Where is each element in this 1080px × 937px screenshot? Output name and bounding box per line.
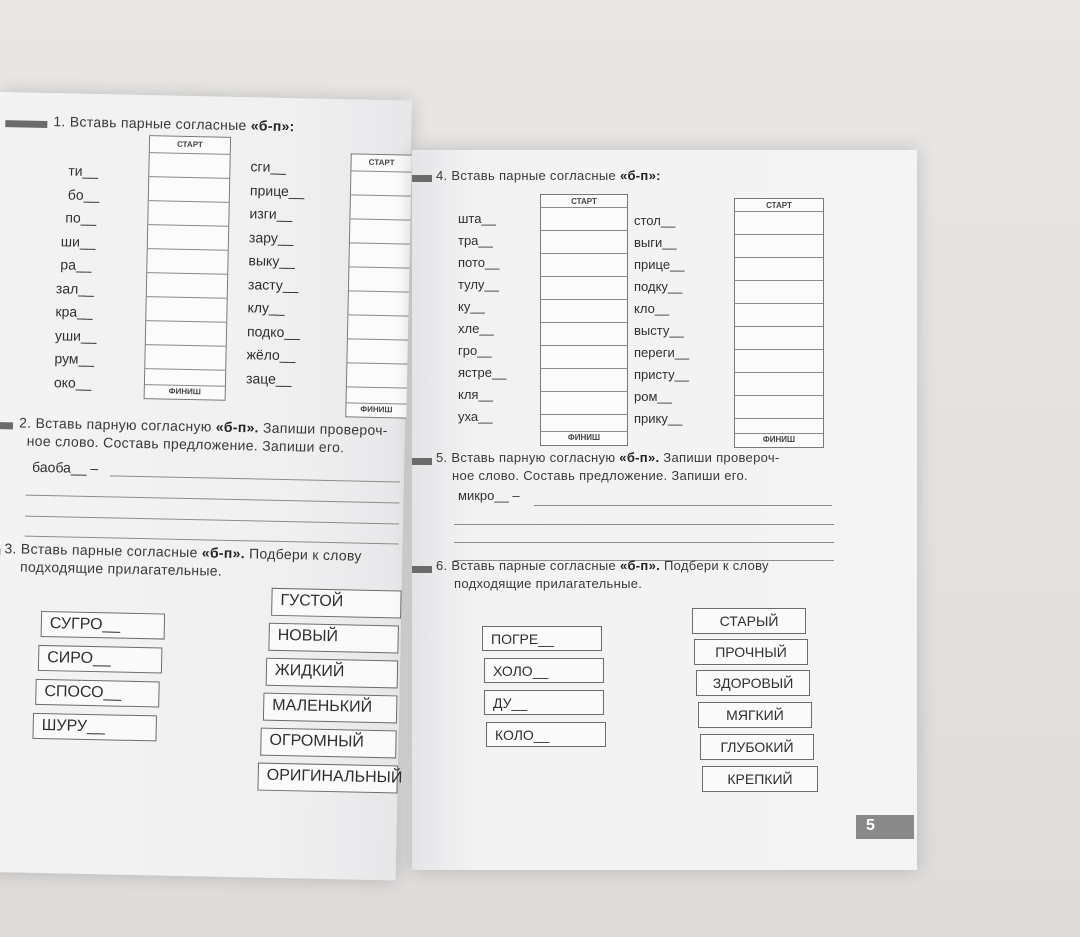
- start-finish-ladder-1: СТАРТ ФИНИШ: [144, 135, 232, 401]
- task-marker-bar: [0, 422, 13, 429]
- word-box: ДУ__: [484, 690, 604, 715]
- word-box: СПОСО__: [35, 679, 160, 708]
- answer-line: [110, 475, 400, 482]
- answer-line: [454, 524, 834, 525]
- adjective-box: ПРОЧНЫЙ: [694, 639, 808, 665]
- adjective-box: ЖИДКИЙ: [266, 658, 399, 689]
- answer-line: [454, 542, 834, 543]
- start-finish-ladder-4: СТАРТ ФИНИШ: [734, 198, 824, 448]
- task-4-heading: 4. Вставь парные согласные «б-п»:: [436, 168, 661, 183]
- task-2-heading-line2: ное слово. Составь предложение. Запиши его.: [26, 432, 345, 456]
- task-marker-bar: [412, 175, 432, 182]
- answer-line: [25, 516, 399, 525]
- task-marker-bar: [412, 458, 432, 465]
- task-marker-bar: [412, 566, 432, 573]
- adjective-box: ЗДОРОВЫЙ: [696, 670, 810, 696]
- left-workbook-page: [0, 92, 412, 880]
- word-list-b: стол__ выги__ прице__ подку__ кло__ высту__ переги__ присту__ ром__ прику__: [634, 213, 690, 426]
- word-box: СИРО__: [38, 645, 163, 674]
- task-5-heading-line2: ное слово. Составь предложение. Запиши его.: [452, 468, 748, 483]
- task-3-heading-line2: подходящие прилагательные.: [19, 558, 223, 579]
- word-box: ШУРУ__: [32, 713, 157, 742]
- adjective-box: НОВЫЙ: [268, 623, 399, 654]
- task-6-heading: 6. Вставь парные согласные «б-п». Подбери к слову: [436, 558, 769, 573]
- task-5-heading: 5. Вставь парную согласную «б-п». Запиши провероч-: [436, 450, 780, 465]
- task-3-heading: 3. Вставь парные согласные «б-п». Подбери к слову: [4, 540, 362, 564]
- adjective-box: ОГРОМНЫЙ: [260, 728, 397, 759]
- task-marker-bar: [5, 120, 47, 128]
- adjective-box: ГУСТОЙ: [271, 588, 402, 619]
- task-6-heading-line2: подходящие прилагательные.: [454, 576, 643, 591]
- adjective-box: СТАРЫЙ: [692, 608, 806, 634]
- task-2-word: баоба__ –: [31, 458, 99, 477]
- word-list-a: шта__ тра__ пото__ тулу__ ку__ хле__ гро__ ястре__ кля__ уха__: [458, 211, 507, 424]
- word-box: ХОЛО__: [484, 658, 604, 683]
- adjective-box: МАЛЕНЬКИЙ: [263, 693, 398, 724]
- start-finish-ladder-3: СТАРТ ФИНИШ: [540, 194, 628, 446]
- adjective-box: ГЛУБОКИЙ: [700, 734, 814, 760]
- task-2-heading: 2. Вставь парную согласную «б-п». Запиши провероч-: [18, 414, 388, 439]
- page-number-badge: [856, 815, 914, 839]
- start-finish-ladder-2: СТАРТ ФИНИШ: [345, 153, 412, 418]
- adjective-box: ОРИГИНАЛЬНЫЙ: [257, 763, 398, 794]
- word-box: ПОГРЕ__: [482, 626, 602, 651]
- task-1-heading: 1. Вставь парные согласные «б-п»:: [53, 113, 295, 135]
- right-workbook-page: [412, 150, 917, 870]
- word-list-b: сги__ прице__ изги__ зару__ выку__ засту__ клу__ подко__ жёло__ заце__: [245, 158, 305, 387]
- adjective-box: МЯГКИЙ: [698, 702, 812, 728]
- answer-line: [26, 495, 400, 504]
- word-box: СУГРО__: [41, 611, 166, 640]
- answer-line: [534, 505, 832, 506]
- word-box: КОЛО__: [486, 722, 606, 747]
- page-number: 5: [866, 817, 875, 834]
- adjective-box: КРЕПКИЙ: [702, 766, 818, 792]
- task-5-word: микро__ –: [458, 488, 520, 503]
- word-list-a: ти__ бо__ по__ ши__ ра__ зал__ кра__ уши__ рум__ око__: [53, 162, 100, 391]
